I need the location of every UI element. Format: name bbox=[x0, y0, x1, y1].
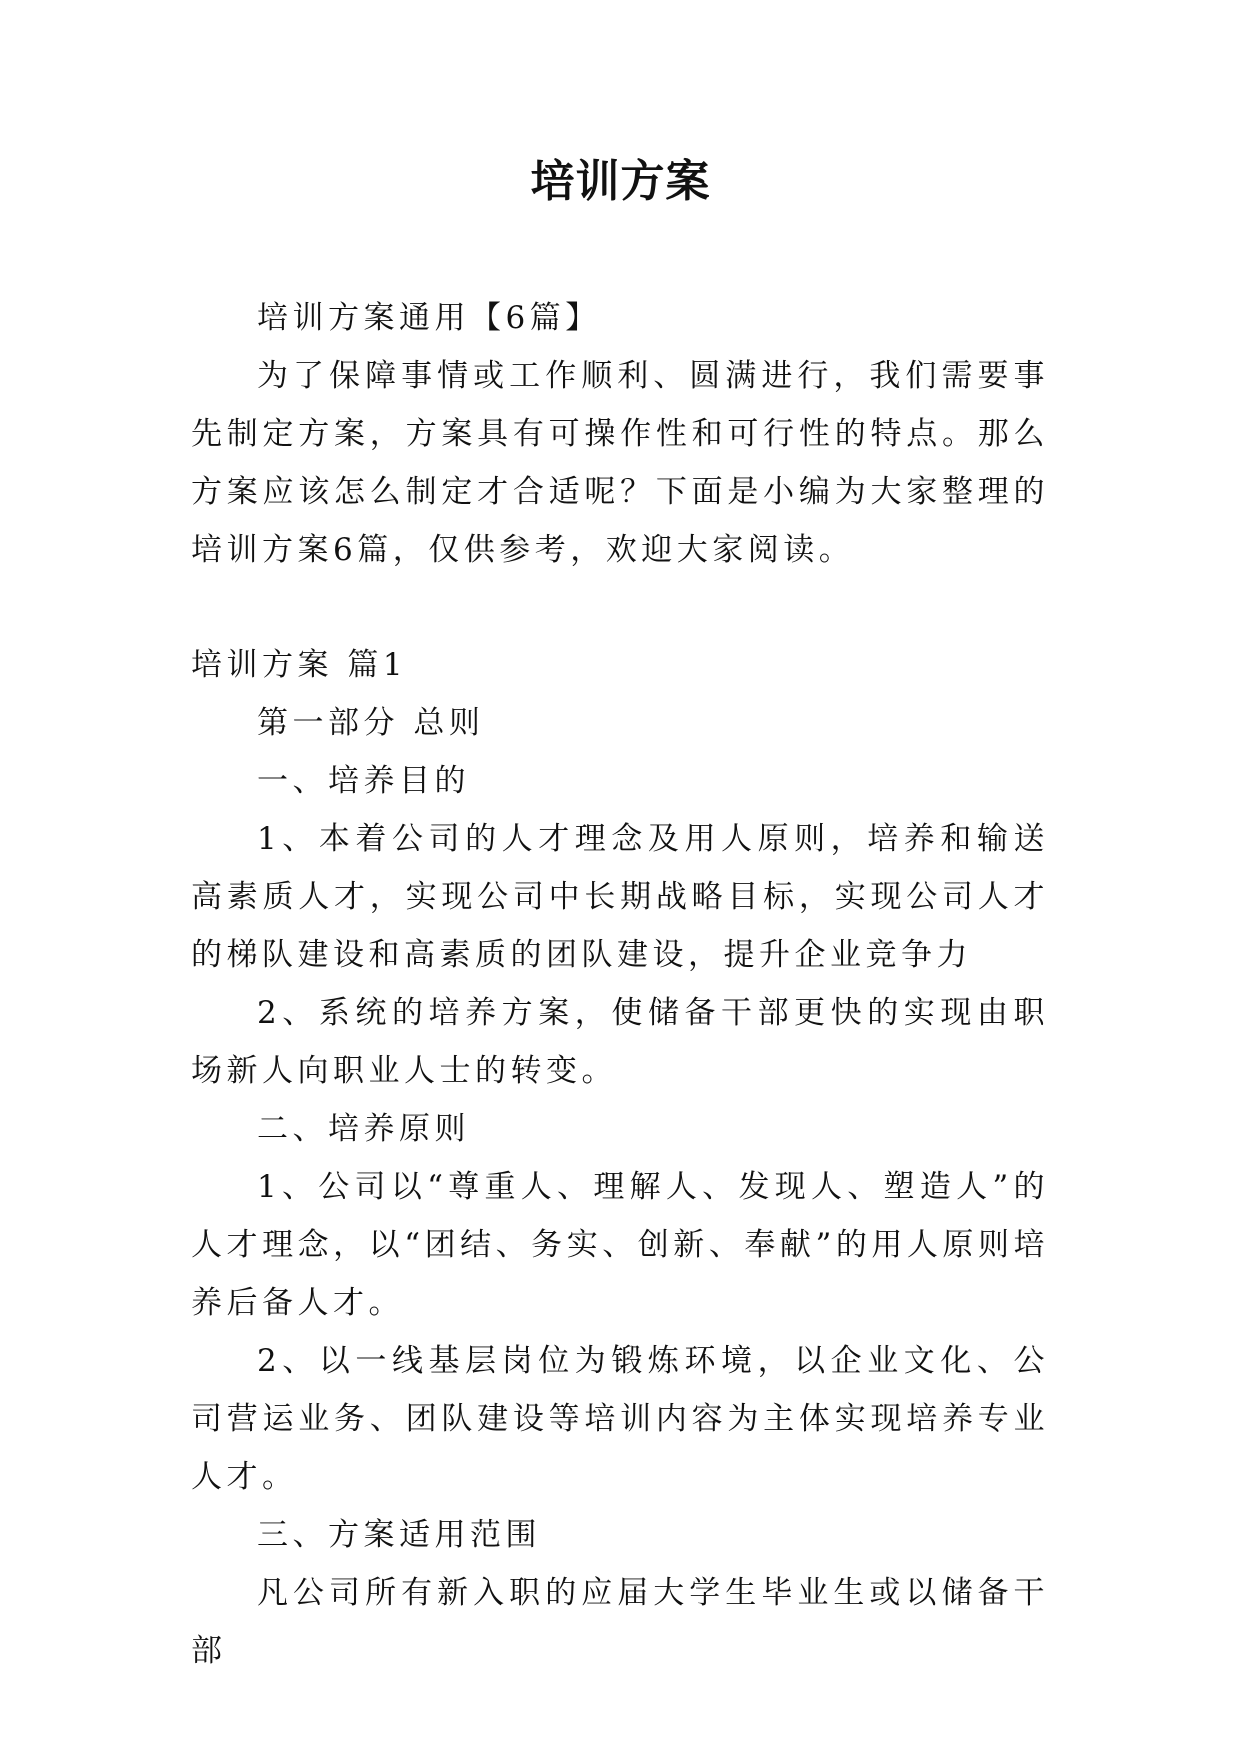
scope-paragraph: 凡公司所有新入职的应届大学生毕业生或以储备干部 bbox=[191, 1575, 1049, 1669]
principle-item-2: 2、以一线基层岗位为锻炼环境，以企业文化、公司营运业务、团队建设等培训内容为主体实现培养专业人才。 bbox=[191, 1343, 1049, 1495]
heading-training-principles: 二、培养原则 bbox=[257, 1111, 470, 1147]
section-heading: 培训方案 篇1 bbox=[191, 647, 408, 683]
section-block bbox=[191, 636, 1049, 1680]
heading-training-purpose: 一、培养目的 bbox=[257, 763, 470, 799]
intro-block bbox=[191, 289, 1049, 579]
heading-scope: 三、方案适用范围 bbox=[257, 1517, 541, 1553]
intro-paragraph: 为了保障事情或工作顺利、圆满进行，我们需要事先制定方案，方案具有可操作性和可行性的特点。那么方案应该怎么制定才合适呢？下面是小编为大家整理的培训方案6篇，仅供参考，欢迎大家阅读。 bbox=[191, 358, 1049, 568]
purpose-item-2: 2、系统的培养方案，使储备干部更快的实现由职场新人向职业人士的转变。 bbox=[191, 995, 1049, 1089]
purpose-item-1: 1、本着公司的人才理念及用人原则，培养和输送高素质人才，实现公司中长期战略目标，实现公司人才的梯队建设和高素质的团队建设，提升企业竞争力 bbox=[191, 821, 1049, 973]
part-heading: 第一部分 总则 bbox=[257, 705, 485, 741]
principle-item-1: 1、公司以“尊重人、理解人、发现人、塑造人”的人才理念，以“团结、务实、创新、奉献”的用人原则培养后备人才。 bbox=[191, 1169, 1049, 1321]
document-title: 培训方案 bbox=[530, 156, 711, 207]
intro-subtitle: 培训方案通用【6篇】 bbox=[257, 300, 601, 336]
